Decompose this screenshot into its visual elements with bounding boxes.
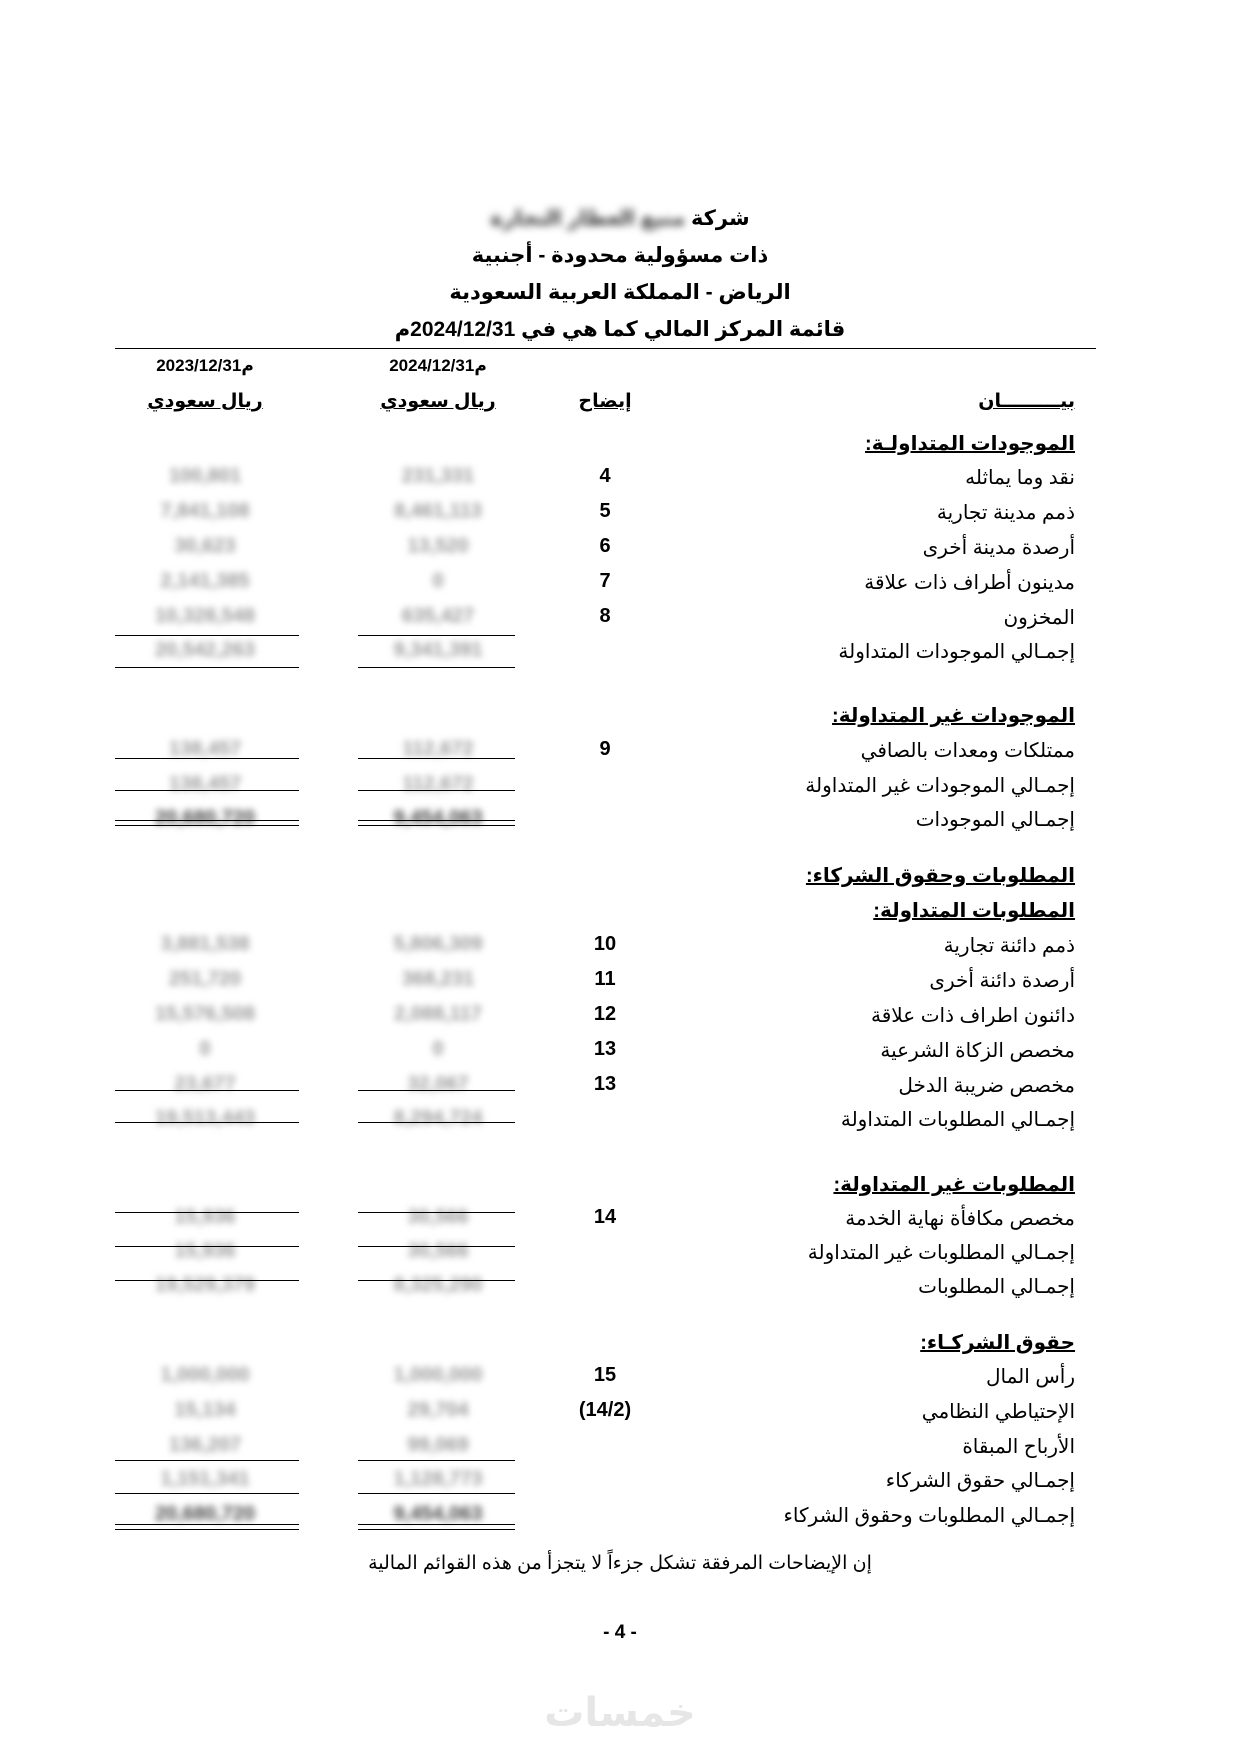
current-year-value: 29,704 [407, 1399, 469, 1421]
note-column-header: إيضاح [578, 391, 632, 412]
note-reference: 14 [593, 1206, 617, 1228]
prior-year-value: 15,936 [174, 1240, 236, 1262]
table-row [0, 1358, 1240, 1392]
subtotal-rule [115, 758, 299, 759]
subtotal-rule [358, 790, 515, 791]
subtotal-rule [358, 635, 515, 636]
company-name-redacted: منيع العطار التجارة [490, 207, 686, 230]
row-label: ممتلكات ومعدات بالصافي [860, 740, 1075, 762]
subtotal-rule [115, 635, 299, 636]
table-row [0, 1101, 1240, 1135]
row-label: الإحتياطي النظامي [921, 1401, 1075, 1423]
prior-year-value: 20,680,720 [154, 807, 256, 829]
row-label: إجمـالي الموجودات [915, 809, 1075, 831]
subtotal-rule [358, 1122, 515, 1123]
prior-year-value: 0 [199, 1038, 211, 1060]
prior-year-value: 100,801 [168, 465, 242, 487]
row-label: الأرباح المبقاة [962, 1436, 1075, 1458]
table-row [0, 494, 1240, 528]
section-heading: الموجودات غير المتداولة: [832, 705, 1075, 727]
prior-currency-header: ريال سعودي [147, 391, 263, 412]
note-reference: 6 [599, 535, 611, 557]
table-row [0, 1462, 1240, 1496]
prior-year-value: 136,207 [168, 1434, 242, 1456]
subtotal-rule [358, 1493, 515, 1494]
row-label: إجمـالي المطلوبات [918, 1276, 1075, 1298]
section-heading-row [0, 1324, 1240, 1358]
note-reference: 13 [593, 1073, 617, 1095]
description-column-header: بيـــــــــان [978, 391, 1075, 412]
subtotal-rule [358, 1280, 515, 1281]
current-year-value: 1,000,000 [393, 1364, 483, 1386]
row-label: إجمـالي حقوق الشركاء [885, 1470, 1075, 1492]
prior-year-value: 19,529,379 [154, 1274, 256, 1296]
table-row [0, 633, 1240, 667]
row-label: رأس المال [985, 1366, 1075, 1388]
prior-year-value: 15,576,508 [154, 1003, 256, 1025]
note-reference: 11 [594, 968, 616, 990]
note-reference: 4 [599, 465, 611, 487]
prior-year-value: 1,151,341 [160, 1468, 250, 1490]
current-year-value: 1,128,773 [393, 1468, 483, 1490]
row-label: إجمـالي المطلوبات وحقوق الشركاء [783, 1505, 1075, 1527]
current-year-value: 9,341,391 [393, 639, 483, 661]
table-row [0, 767, 1240, 801]
current-year-value: 13,520 [407, 535, 469, 557]
table-row [0, 459, 1240, 493]
table-row [0, 732, 1240, 766]
prior-year-value: 23,677 [174, 1073, 236, 1095]
current-year-value: 2,088,117 [394, 1003, 482, 1025]
header-divider [115, 348, 1096, 349]
subtotal-rule [115, 1122, 299, 1123]
current-year-value: 368,231 [401, 968, 475, 990]
subtotal-rule [115, 1493, 299, 1494]
table-row [0, 962, 1240, 996]
current-year-value: 8,461,113 [394, 500, 482, 522]
subtotal-rule [358, 667, 515, 668]
note-reference: 15 [593, 1364, 617, 1386]
document-header [0, 200, 1240, 348]
row-label: ذمم مدينة تجارية [936, 502, 1075, 524]
table-row [0, 1268, 1240, 1302]
subtotal-rule [358, 1246, 515, 1247]
grand-total-double-rule [115, 1524, 299, 1530]
current-year-value: 99,069 [407, 1434, 469, 1456]
prior-year-value: 15,936 [174, 1206, 236, 1228]
subtotal-rule [358, 1460, 515, 1461]
note-reference: 8 [599, 605, 611, 627]
current-year-value: 9,454,063 [393, 1503, 483, 1525]
row-label: إجمـالي الموجودات المتداولة [838, 641, 1075, 663]
section-heading-row [0, 892, 1240, 926]
subtotal-rule [115, 667, 299, 668]
current-year-value: 0 [432, 570, 444, 592]
row-label: دائنون اطراف ذات علاقة [871, 1005, 1075, 1027]
current-year-value: 0 [432, 1038, 444, 1060]
current-year-value: 8,325,290 [393, 1274, 483, 1296]
table-row [0, 1393, 1240, 1427]
grand-total-double-rule [358, 1524, 515, 1530]
table-row [0, 1067, 1240, 1101]
section-heading-row [0, 425, 1240, 459]
section-heading: الموجودات المتداولـة: [865, 433, 1075, 455]
current-year-value: 5,806,309 [393, 933, 483, 955]
section-heading-row [0, 1166, 1240, 1200]
subtotal-rule [115, 1090, 299, 1091]
section-heading-row [0, 697, 1240, 731]
grand-total-double-rule [115, 820, 299, 826]
note-reference: 7 [599, 570, 611, 592]
company-line [0, 200, 1240, 237]
table-row [0, 1032, 1240, 1066]
subtotal-rule [115, 1460, 299, 1461]
row-label: المخزون [1003, 607, 1075, 629]
prior-date-header: 2023/12/31م [156, 356, 254, 375]
section-heading: حقوق الشركـاء: [920, 1332, 1075, 1354]
current-currency-header: ريال سعودي [380, 391, 496, 412]
company-prefix: شركة [690, 207, 750, 230]
row-label: مخصص ضريبة الدخل [898, 1075, 1075, 1097]
section-heading: المطلوبات المتداولة: [873, 900, 1075, 922]
current-year-value: 8,294,724 [393, 1107, 483, 1129]
row-label: أرصدة مدينة أخرى [922, 537, 1075, 559]
subtotal-rule [115, 1212, 299, 1213]
table-row [0, 1428, 1240, 1462]
statement-title: قائمة المركز المالي كما هي في 2024/12/31م [394, 318, 846, 341]
prior-year-value: 2,141,385 [160, 570, 250, 592]
row-label: إجمـالي المطلوبات المتداولة [840, 1109, 1075, 1131]
row-label: مخصص الزكاة الشرعية [880, 1040, 1075, 1062]
current-year-value: 635,427 [401, 605, 475, 627]
row-label: إجمـالي الموجودات غير المتداولة [805, 775, 1075, 797]
prior-year-value: 3,881,538 [160, 933, 250, 955]
subtotal-rule [358, 1090, 515, 1091]
table-row [0, 997, 1240, 1031]
legal-form: ذات مسؤولية محدودة - أجنبية [471, 244, 769, 267]
section-heading: المطلوبات غير المتداولة: [833, 1174, 1075, 1196]
table-row [0, 801, 1240, 835]
current-year-value: 30,566 [407, 1240, 469, 1262]
table-row [0, 529, 1240, 563]
location: الرياض - المملكة العربية السعودية [449, 281, 791, 304]
prior-year-value: 15,134 [174, 1399, 236, 1421]
current-year-value: 32,067 [407, 1073, 469, 1095]
row-label: أرصدة دائنة أخرى [929, 970, 1075, 992]
prior-year-value: 1,000,000 [160, 1364, 250, 1386]
subtotal-rule [115, 1246, 299, 1247]
note-reference: 10 [593, 933, 617, 955]
subtotal-rule [358, 1212, 515, 1213]
row-label: ذمم دائنة تجارية [943, 935, 1075, 957]
prior-year-value: 20,542,263 [154, 639, 256, 661]
prior-year-value: 251,720 [168, 968, 242, 990]
prior-year-value: 10,328,548 [154, 605, 256, 627]
prior-year-value: 19,513,443 [154, 1107, 256, 1129]
row-label: نقد وما يماثله [965, 467, 1075, 489]
subtotal-rule [115, 1280, 299, 1281]
current-year-value: 30,566 [407, 1206, 469, 1228]
watermark-logo: خمسات [544, 1691, 696, 1735]
row-label: مخصص مكافأة نهاية الخدمة [845, 1208, 1075, 1230]
table-row [0, 1234, 1240, 1268]
subtotal-rule [358, 758, 515, 759]
prior-year-value: 7,841,108 [160, 500, 250, 522]
current-year-value: 9,454,063 [393, 807, 483, 829]
prior-year-value: 138,457 [168, 738, 242, 760]
prior-year-value: 30,623 [174, 535, 236, 557]
table-row [0, 564, 1240, 598]
prior-year-value: 138,457 [168, 773, 242, 795]
current-year-value: 112,672 [402, 738, 474, 760]
subtotal-rule [115, 790, 299, 791]
note-reference: 9 [599, 738, 611, 760]
current-year-value: 231,331 [401, 465, 475, 487]
current-date-header: 2024/12/31م [389, 356, 487, 375]
current-year-value: 112,672 [402, 773, 474, 795]
note-reference: 5 [599, 500, 611, 522]
grand-total-double-rule [358, 820, 515, 826]
page-number: - 4 - [603, 1622, 637, 1643]
row-label: مدينون أطراف ذات علاقة [864, 572, 1075, 594]
footnote: إن الإيضاحات المرفقة تشكل جزءاً لا يتجزأ من هذه القوائم المالية [368, 1553, 872, 1574]
table-row [0, 599, 1240, 633]
table-row [0, 927, 1240, 961]
note-reference: 12 [593, 1003, 617, 1025]
prior-year-value: 20,680,720 [154, 1503, 256, 1525]
note-reference: (14/2) [578, 1399, 632, 1421]
table-row [0, 1200, 1240, 1234]
row-label: إجمـالي المطلوبات غير المتداولة [807, 1242, 1075, 1264]
section-heading: المطلوبات وحقوق الشركاء: [805, 865, 1075, 887]
note-reference: 13 [593, 1038, 617, 1060]
section-heading-row [0, 857, 1240, 891]
